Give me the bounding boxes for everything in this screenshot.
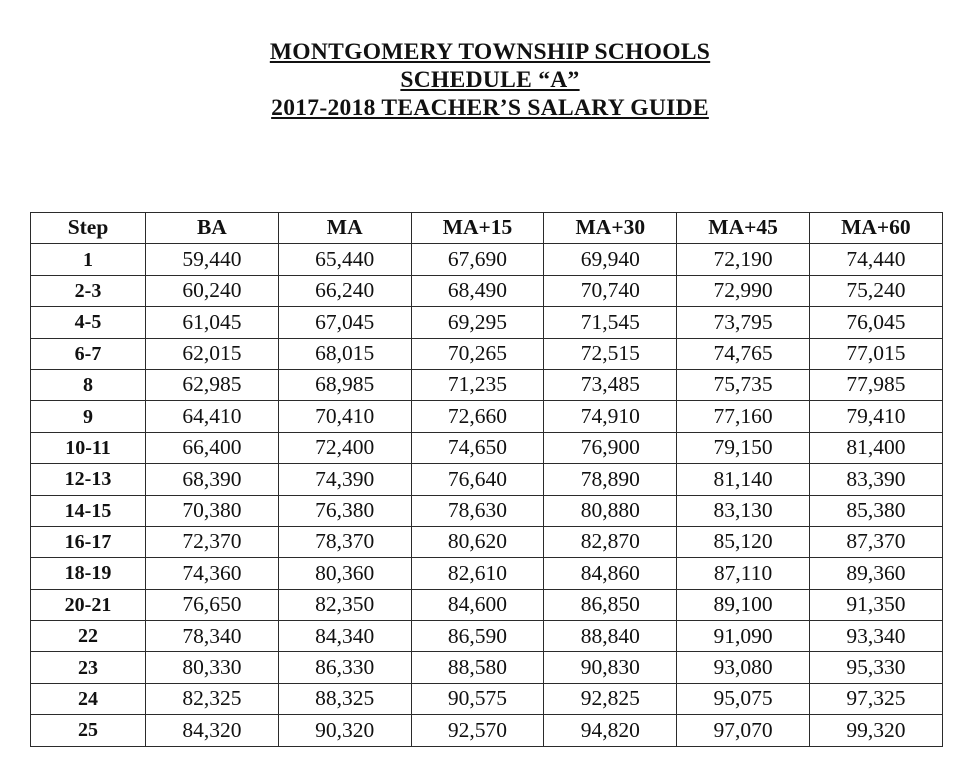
salary-cell: 87,110: [677, 558, 810, 589]
salary-cell: 79,150: [677, 432, 810, 463]
document-title-block: [0, 38, 980, 122]
step-cell: 2-3: [31, 275, 146, 306]
salary-cell: 82,870: [544, 526, 677, 557]
salary-cell: 95,075: [677, 683, 810, 714]
salary-cell: 78,340: [146, 621, 279, 652]
step-cell: 22: [31, 621, 146, 652]
table-row: [31, 558, 943, 589]
salary-cell: 61,045: [146, 307, 279, 338]
salary-cell: 83,130: [677, 495, 810, 526]
table-row: [31, 338, 943, 369]
salary-cell: 90,575: [411, 683, 544, 714]
table-row: [31, 464, 943, 495]
column-header-ma15: MA+15: [411, 213, 544, 244]
salary-cell: 80,330: [146, 652, 279, 683]
salary-cell: 76,045: [809, 307, 942, 338]
salary-cell: 80,880: [544, 495, 677, 526]
step-cell: 1: [31, 244, 146, 275]
salary-cell: 91,350: [809, 589, 942, 620]
column-header-ma45: MA+45: [677, 213, 810, 244]
title-line-3-text: 2017-2018 TEACHER’S SALARY GUIDE: [271, 95, 709, 121]
salary-cell: 89,100: [677, 589, 810, 620]
salary-cell: 67,690: [411, 244, 544, 275]
step-cell: 8: [31, 369, 146, 400]
table-row: [31, 715, 943, 746]
salary-cell: 84,340: [278, 621, 411, 652]
column-header-ma60: MA+60: [809, 213, 942, 244]
table-row: [31, 401, 943, 432]
salary-cell: 62,985: [146, 369, 279, 400]
salary-cell: 72,515: [544, 338, 677, 369]
table-row: [31, 275, 943, 306]
column-header-ma30: MA+30: [544, 213, 677, 244]
salary-cell: 68,490: [411, 275, 544, 306]
column-header-ba: BA: [146, 213, 279, 244]
title-line-1: [0, 38, 980, 66]
step-cell: 20-21: [31, 589, 146, 620]
table-row: [31, 369, 943, 400]
salary-cell: 81,400: [809, 432, 942, 463]
salary-cell: 71,235: [411, 369, 544, 400]
salary-cell: 90,830: [544, 652, 677, 683]
table-row: [31, 621, 943, 652]
salary-cell: 70,380: [146, 495, 279, 526]
salary-cell: 80,620: [411, 526, 544, 557]
salary-cell: 77,985: [809, 369, 942, 400]
salary-cell: 65,440: [278, 244, 411, 275]
salary-cell: 68,390: [146, 464, 279, 495]
table-row: [31, 652, 943, 683]
salary-cell: 99,320: [809, 715, 942, 746]
salary-cell: 88,840: [544, 621, 677, 652]
salary-cell: 74,390: [278, 464, 411, 495]
step-cell: 18-19: [31, 558, 146, 589]
table-row: [31, 432, 943, 463]
step-cell: 25: [31, 715, 146, 746]
salary-cell: 73,485: [544, 369, 677, 400]
salary-cell: 74,910: [544, 401, 677, 432]
salary-cell: 68,015: [278, 338, 411, 369]
salary-cell: 97,070: [677, 715, 810, 746]
salary-cell: 67,045: [278, 307, 411, 338]
salary-cell: 76,650: [146, 589, 279, 620]
title-line-1-text: MONTGOMERY TOWNSHIP SCHOOLS: [269, 39, 711, 65]
salary-cell: 64,410: [146, 401, 279, 432]
salary-cell: 86,850: [544, 589, 677, 620]
salary-cell: 78,630: [411, 495, 544, 526]
salary-cell: 76,900: [544, 432, 677, 463]
salary-cell: 72,190: [677, 244, 810, 275]
table-row: [31, 495, 943, 526]
column-header-ma: MA: [278, 213, 411, 244]
table-header-row: [31, 213, 943, 244]
salary-cell: 82,610: [411, 558, 544, 589]
salary-cell: 66,240: [278, 275, 411, 306]
salary-cell: 84,860: [544, 558, 677, 589]
table-row: [31, 244, 943, 275]
step-cell: 23: [31, 652, 146, 683]
salary-cell: 74,440: [809, 244, 942, 275]
salary-cell: 71,545: [544, 307, 677, 338]
step-cell: 14-15: [31, 495, 146, 526]
salary-cell: 83,390: [809, 464, 942, 495]
salary-cell: 85,120: [677, 526, 810, 557]
salary-cell: 84,600: [411, 589, 544, 620]
salary-cell: 59,440: [146, 244, 279, 275]
salary-cell: 75,240: [809, 275, 942, 306]
salary-cell: 76,640: [411, 464, 544, 495]
salary-cell: 73,795: [677, 307, 810, 338]
step-cell: 16-17: [31, 526, 146, 557]
salary-cell: 72,990: [677, 275, 810, 306]
salary-cell: 89,360: [809, 558, 942, 589]
salary-cell: 82,325: [146, 683, 279, 714]
salary-guide-table: [30, 212, 943, 747]
salary-cell: 94,820: [544, 715, 677, 746]
step-cell: 9: [31, 401, 146, 432]
salary-cell: 77,015: [809, 338, 942, 369]
salary-cell: 92,570: [411, 715, 544, 746]
salary-cell: 81,140: [677, 464, 810, 495]
salary-cell: 95,330: [809, 652, 942, 683]
table-header: [31, 213, 943, 244]
salary-cell: 78,370: [278, 526, 411, 557]
salary-cell: 70,265: [411, 338, 544, 369]
salary-cell: 79,410: [809, 401, 942, 432]
salary-cell: 74,650: [411, 432, 544, 463]
salary-cell: 84,320: [146, 715, 279, 746]
salary-cell: 85,380: [809, 495, 942, 526]
table-row: [31, 683, 943, 714]
salary-guide-table-container: [30, 212, 942, 747]
salary-cell: 91,090: [677, 621, 810, 652]
salary-cell: 75,735: [677, 369, 810, 400]
salary-cell: 66,400: [146, 432, 279, 463]
salary-cell: 93,340: [809, 621, 942, 652]
salary-cell: 97,325: [809, 683, 942, 714]
salary-cell: 72,660: [411, 401, 544, 432]
salary-cell: 70,740: [544, 275, 677, 306]
salary-cell: 86,590: [411, 621, 544, 652]
salary-cell: 93,080: [677, 652, 810, 683]
salary-cell: 70,410: [278, 401, 411, 432]
salary-cell: 69,295: [411, 307, 544, 338]
salary-cell: 74,765: [677, 338, 810, 369]
table-body: [31, 244, 943, 746]
salary-cell: 88,580: [411, 652, 544, 683]
step-cell: 10-11: [31, 432, 146, 463]
salary-cell: 77,160: [677, 401, 810, 432]
salary-cell: 76,380: [278, 495, 411, 526]
title-line-3: [0, 94, 980, 122]
salary-cell: 60,240: [146, 275, 279, 306]
salary-cell: 74,360: [146, 558, 279, 589]
step-cell: 24: [31, 683, 146, 714]
salary-cell: 72,370: [146, 526, 279, 557]
salary-cell: 88,325: [278, 683, 411, 714]
salary-cell: 80,360: [278, 558, 411, 589]
table-row: [31, 589, 943, 620]
column-header-step: Step: [31, 213, 146, 244]
title-line-2: [0, 66, 980, 94]
salary-cell: 72,400: [278, 432, 411, 463]
salary-cell: 86,330: [278, 652, 411, 683]
step-cell: 6-7: [31, 338, 146, 369]
salary-cell: 90,320: [278, 715, 411, 746]
title-line-2-text: SCHEDULE “A”: [400, 67, 580, 93]
table-row: [31, 526, 943, 557]
salary-cell: 87,370: [809, 526, 942, 557]
salary-cell: 69,940: [544, 244, 677, 275]
table-row: [31, 307, 943, 338]
salary-cell: 78,890: [544, 464, 677, 495]
salary-cell: 62,015: [146, 338, 279, 369]
step-cell: 12-13: [31, 464, 146, 495]
salary-cell: 82,350: [278, 589, 411, 620]
step-cell: 4-5: [31, 307, 146, 338]
salary-cell: 92,825: [544, 683, 677, 714]
salary-cell: 68,985: [278, 369, 411, 400]
